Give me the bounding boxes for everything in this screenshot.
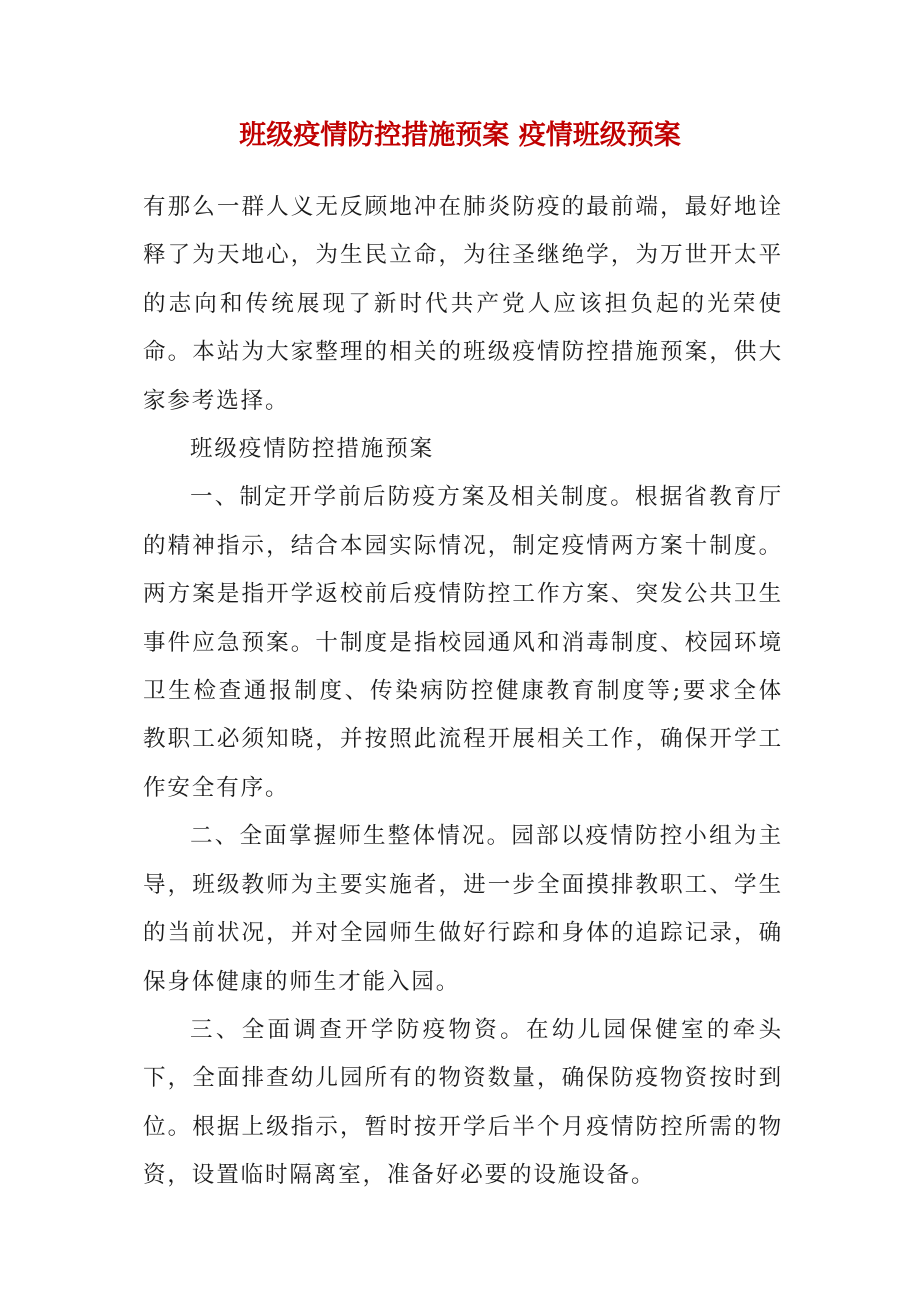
document-title: 班级疫情防控措施预案 疫情班级预案 [239,120,681,151]
paragraph-measure-1: 一、制定开学前后防疫方案及相关制度。根据省教育厅的精神指示，结合本园实际情况，制定疫情两方案十制度。两方案是指开学返校前后疫情防控工作方案、突发公共卫生事件应急预案。十制度是指校园通风和消毒制度、校园环境卫生检查通报制度、传染病防控健康教育制度等;要求全体教职工必须知晓，并按照此流程开展相关工作，确保开学工作安全有序。 [143,484,783,801]
paragraph-measure-3: 三、全面调查开学防疫物资。在幼儿园保健室的牵头下，全面排查幼儿园所有的物资数量，确保防疫物资按时到位。根据上级指示，暂时按开学后半个月疫情防控所需的物资，设置临时隔离室，准备好必要的设施设备。 [143,1016,783,1189]
section-heading: 班级疫情防控措施预案 [190,436,435,463]
document-body [143,183,783,1200]
intro-paragraph: 有那么一群人义无反顾地冲在肺炎防疫的最前端，最好地诠释了为天地心，为生民立命，为往圣继绝学，为万世开太平的志向和传统展现了新时代共产党人应该担负起的光荣使命。本站为大家整理的相关的班级疫情防控措施预案，供大家参考选择。 [143,194,783,414]
paragraph-measure-2: 二、全面掌握师生整体情况。园部以疫情防控小组为主导，班级教师为主要实施者，进一步全面摸排教职工、学生的当前状况，并对全园师生做好行踪和身体的追踪记录，确保身体健康的师生才能入园。 [143,823,783,995]
